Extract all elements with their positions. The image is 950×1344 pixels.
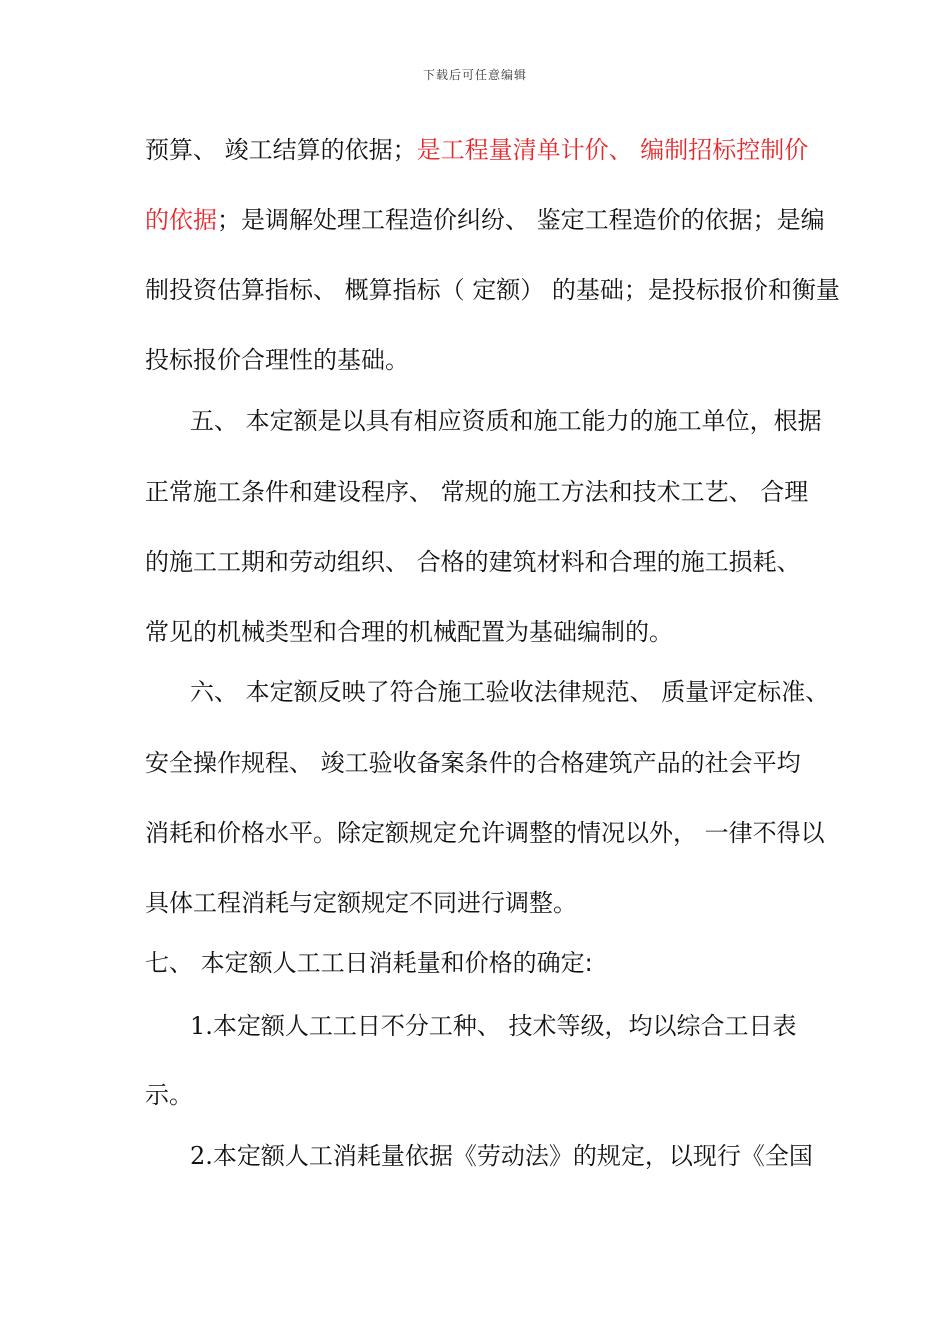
paragraph-line <box>145 203 825 237</box>
line-text: 本定额人工工日不分工种、 技术等级，均以综合工日表 <box>212 1012 797 1040</box>
paragraph-line: 正常施工条件和建设程序、 常规的施工方法和技术工艺、 合理 <box>145 478 809 506</box>
line-text: ；是调解处理工程造价纠纷、 鉴定工程造价的依据；是编 <box>217 206 825 234</box>
paragraph-line <box>190 1009 797 1043</box>
list-number: 1. <box>190 1012 213 1040</box>
paragraph-line: 六、 本定额反映了符合施工验收法律规范、 质量评定标准、 <box>190 678 830 706</box>
page-header: 下载后可任意编辑 <box>422 68 527 82</box>
line-text: 预算、 竣工结算的依据； <box>145 136 417 164</box>
paragraph-line: 五、 本定额是以具有相应资质和施工能力的施工单位，根据 <box>190 407 822 435</box>
paragraph-line: 投标报价合理性的基础。 <box>145 346 409 374</box>
list-number: 2. <box>190 1142 213 1170</box>
paragraph-line: 示。 <box>145 1081 193 1109</box>
paragraph-line: 具体工程消耗与定额规定不同进行调整。 <box>145 889 577 917</box>
paragraph-line: 七、 本定额人工工日消耗量和价格的确定: <box>145 949 593 977</box>
highlighted-text: 是工程量清单计价、 编制招标控制价 <box>416 136 809 164</box>
paragraph-line: 消耗和价格水平。除定额规定允许调整的情况以外， 一律不得以 <box>145 819 825 847</box>
highlighted-text: 的依据 <box>145 206 217 234</box>
paragraph-line <box>190 1139 813 1173</box>
paragraph-line: 的施工工期和劳动组织、 合格的建筑材料和合理的施工损耗、 <box>145 548 801 576</box>
paragraph-line: 常见的机械类型和合理的机械配置为基础编制的。 <box>145 618 673 646</box>
line-text: 本定额人工消耗量依据《劳动法》的规定，以现行《全国 <box>212 1142 813 1170</box>
paragraph-line <box>145 133 808 167</box>
paragraph-line: 安全操作规程、 竣工验收备案条件的合格建筑产品的社会平均 <box>145 749 801 777</box>
paragraph-line: 制投资估算指标、 概算指标（ 定额） 的基础；是投标报价和衡量 <box>145 276 840 304</box>
